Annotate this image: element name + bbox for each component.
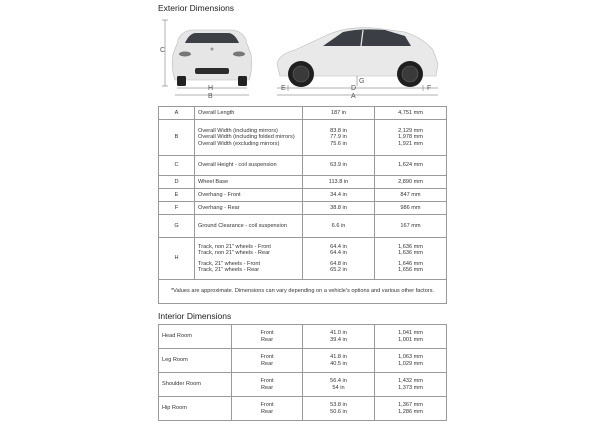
mm-line: 1,041 mm [398, 330, 423, 337]
mm-line: 1,373 mm [398, 384, 423, 391]
row-key: G [159, 215, 195, 238]
inch-line: 83.8 in [330, 127, 347, 134]
table-row [159, 280, 447, 304]
label-D: D [351, 85, 357, 92]
inch-line: 41.8 in [330, 354, 347, 361]
vehicle-dimensions-figure [155, 14, 445, 104]
mm-line: 1,029 mm [398, 360, 423, 367]
row-pos [232, 349, 303, 373]
desc-line: Overall Width (including mirrors) [198, 127, 278, 134]
footnote: *Values are approximate. Dimensions can vary depending on a vehicle's options and various other factors. [159, 280, 447, 304]
inch-line: 64.4 in [330, 243, 347, 250]
desc-line: Track, non 21" wheels - Front [198, 243, 271, 250]
row-inch: 38.8 in [303, 202, 375, 215]
inch-line: 54 in [332, 384, 345, 391]
row-name: Hip Room [159, 397, 232, 421]
mm-line: 1,367 mm [398, 402, 423, 409]
label-F: F [427, 85, 432, 92]
row-key: F [159, 202, 195, 215]
row-mm [375, 397, 447, 421]
table-row [159, 156, 447, 176]
pos-line: Front [260, 354, 274, 361]
mm-line: 1,063 mm [398, 354, 423, 361]
row-inch: 6.6 in [303, 215, 375, 238]
row-pos [232, 325, 303, 349]
row-key: B [159, 120, 195, 156]
interior-table [158, 324, 447, 421]
mm-line: 1,978 mm [398, 134, 423, 141]
desc-line: Overall Width (including folded mirrors) [198, 134, 295, 141]
row-desc: Overhang - Rear [195, 202, 303, 215]
inch-line: 50.6 in [330, 408, 347, 415]
table-row [159, 373, 447, 397]
row-pos [232, 373, 303, 397]
table-row [159, 189, 447, 202]
mm-line: 1,636 mm [398, 250, 423, 257]
row-key: D [159, 176, 195, 189]
row-name: Head Room [159, 325, 232, 349]
interior-dimensions-title: Interior Dimensions [158, 311, 232, 321]
label-H: H [208, 85, 214, 92]
inch-line: 41.0 in [330, 330, 347, 337]
mm-line: 1,656 mm [398, 266, 423, 273]
mm-line: 1,001 mm [398, 336, 423, 343]
inch-line: 53.8 in [330, 402, 347, 409]
car-front-view [172, 30, 251, 86]
desc-line: Overall Width (excluding mirrors) [198, 140, 280, 147]
table-row [159, 120, 447, 156]
row-mm [375, 120, 447, 156]
label-C: C [160, 47, 166, 54]
row-desc: Ground Clearance - coil suspension [195, 215, 303, 238]
desc-line: Track, non 21" wheels - Rear [198, 250, 271, 257]
table-row [159, 349, 447, 373]
row-key: C [159, 156, 195, 176]
table-row [159, 202, 447, 215]
inch-line: 40.5 in [330, 360, 347, 367]
pos-line: Rear [260, 360, 274, 367]
label-B: B [208, 93, 213, 100]
inch-line: 64.4 in [330, 250, 347, 257]
pos-line: Rear [260, 336, 274, 343]
pos-line: Front [260, 330, 274, 337]
label-A: A [351, 93, 356, 100]
row-mm: 986 mm [375, 202, 447, 215]
mm-line: 2,129 mm [398, 127, 423, 134]
row-inch [303, 238, 375, 280]
inch-line: 64.8 in [330, 260, 347, 267]
table-row [159, 325, 447, 349]
row-key: A [159, 107, 195, 120]
exterior-dimensions-title: Exterior Dimensions [158, 3, 235, 13]
mm-line: 1,921 mm [398, 140, 423, 147]
row-desc [195, 120, 303, 156]
pos-line: Rear [260, 384, 274, 391]
row-key: E [159, 189, 195, 202]
inch-line: 39.4 in [330, 336, 347, 343]
desc-line: Track, 21" wheels - Rear [198, 266, 260, 273]
row-inch: 63.9 in [303, 156, 375, 176]
pos-line: Front [260, 402, 274, 409]
row-mm: 2,890 mm [375, 176, 447, 189]
row-inch [303, 349, 375, 373]
table-row [159, 176, 447, 189]
row-mm: 167 mm [375, 215, 447, 238]
row-inch [303, 325, 375, 349]
row-desc: Overall Length [195, 107, 303, 120]
mm-line: 1,286 mm [398, 408, 423, 415]
row-mm: 4,751 mm [375, 107, 447, 120]
row-inch: 34.4 in [303, 189, 375, 202]
row-mm [375, 238, 447, 280]
table-row [159, 215, 447, 238]
row-mm [375, 373, 447, 397]
row-key: H [159, 238, 195, 280]
row-desc: Overall Height - coil suspension [195, 156, 303, 176]
row-inch [303, 397, 375, 421]
row-desc: Wheel Base [195, 176, 303, 189]
desc-line: Track, 21" wheels - Front [198, 260, 261, 267]
row-desc [195, 238, 303, 280]
mm-line: 1,646 mm [398, 260, 423, 267]
table-row [159, 238, 447, 280]
row-inch: 187 in [303, 107, 375, 120]
row-mm: 847 mm [375, 189, 447, 202]
pos-line: Rear [260, 408, 274, 415]
row-desc: Overhang - Front [195, 189, 303, 202]
mm-line: 1,432 mm [398, 378, 423, 385]
exterior-table [158, 106, 447, 304]
row-mm: 1,624 mm [375, 156, 447, 176]
inch-line: 56.4 in [330, 378, 347, 385]
inch-line: 75.6 in [330, 140, 347, 147]
mm-line: 1,636 mm [398, 243, 423, 250]
label-G: G [359, 78, 365, 85]
pos-line: Front [260, 378, 274, 385]
car-side-view [277, 28, 438, 87]
row-name: Shoulder Room [159, 373, 232, 397]
label-E: E [281, 85, 286, 92]
inch-line: 77.9 in [330, 134, 347, 141]
inch-line: 65.2 in [330, 266, 347, 273]
row-inch: 113.8 in [303, 176, 375, 189]
row-pos [232, 397, 303, 421]
row-name: Leg Room [159, 349, 232, 373]
row-inch [303, 373, 375, 397]
table-row [159, 397, 447, 421]
row-mm [375, 349, 447, 373]
table-row [159, 107, 447, 120]
row-inch [303, 120, 375, 156]
row-mm [375, 325, 447, 349]
